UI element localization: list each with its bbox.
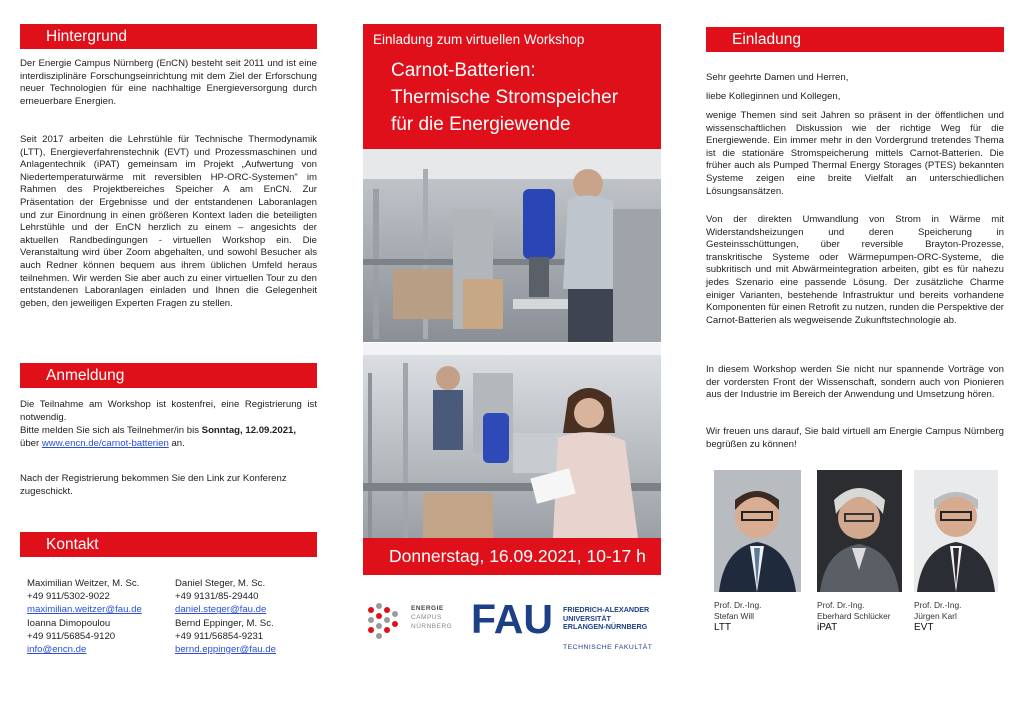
contact-phone: +49 911/56854-9231: [175, 630, 264, 642]
greeting-line-1: Sehr geehrte Damen und Herren,: [706, 72, 849, 83]
anmeldung-heading: Anmeldung: [20, 363, 317, 388]
anmeldung-text-3: an.: [168, 437, 185, 449]
contact-phone: +49 911/56854-9120: [27, 630, 116, 642]
person-institute: iPAT: [817, 622, 838, 633]
contact-name: Daniel Steger, M. Sc.: [175, 578, 266, 589]
title-line-2: Thermische Stromspeicher: [391, 87, 619, 108]
kontakt-heading: Kontakt: [20, 532, 317, 557]
workshop-title: [391, 57, 618, 138]
anmeldung-text: Bitte melden Sie sich als Teilnehmer/in bis: [20, 425, 202, 436]
fau-logo-icon: [471, 598, 559, 638]
event-date-bar: Donnerstag, 16.09.2021, 10-17 h: [363, 538, 661, 575]
contact-phone: +49 9131/85-29440: [175, 591, 259, 603]
person-institute: EVT: [914, 622, 934, 633]
contact-email-link[interactable]: daniel.steger@fau.de: [175, 604, 267, 616]
person-title: Prof. Dr.-Ing.: [817, 600, 865, 610]
encn-logo-text: [411, 604, 452, 631]
hintergrund-paragraph-2: Seit 2017 arbeiten die Lehrstühle für Technische Thermodynamik (LTT), Energieverfahrenstechnik (EVT) und Prozessmaschinen und Anlagentechnik (iPAT) gemeinsam im Projekt „Aufwertung von Niedertemperaturwärme mit reversiblen HP-ORC-Systemen" im Rahmen des Projektbereiches Speicher A am EnCN. Zur Präsentation der Ergebnisse und der entstandenen Laboranlagen und zur Einordnung in einen größeren Kontext laden die beteiligten Lehrstühle und der EnCN herzlich zu einem – angesichts der aktuellen Randbedingungen - virtuellen Workshop ein. Die Veranstaltung wird über Zoom abgehalten, und sowohl Besucher als auch Redner können bequem aus ihrem üblichen Umfeld heraus teilnehmen. Wir werden Sie aber auch zu einer virtuellen Tour zu den entstandenen Laboranlagen einladen und Ihnen die Gelegenheit geben, den jeweiligen Experten Fragen zu stellen.: [20, 134, 317, 309]
title-banner: [363, 24, 661, 149]
anmeldung-paragraph-3: Nach der Registrierung bekommen Sie den Link zur Konferenz zugeschickt.: [20, 473, 287, 497]
contact-email-link[interactable]: info@encn.de: [27, 644, 87, 656]
anmeldung-paragraph-2: [20, 425, 317, 450]
contact-email-link[interactable]: bernd.eppinger@fau.de: [175, 644, 276, 656]
caption-schluecker: [817, 600, 891, 633]
encn-line-1: ENERGIE: [411, 605, 444, 612]
einladung-paragraph-1: wenige Themen sind seit Jahren so präsent in der öffentlichen und wissenschaftlichen Diskussion wie der richtige Weg für die Energiewende. Ein immer mehr in den Vordergrund tretendes Thema ist die stationäre Stromspeicherung mittels Carnot-Batterien. Die früher auch als Pumped Thermal Energy Storages (PTES) bekannten Systeme zeigen eine breite Vielfalt an unterschiedlichen Lösungsansätzen.: [706, 110, 1004, 197]
contact-name: Ioanna Dimopoulou: [27, 617, 111, 629]
einladung-paragraph-4: Wir freuen uns darauf, Sie bald virtuell am Energie Campus Nürnberg begrüßen zu können!: [706, 426, 1004, 450]
person-name: Jürgen Karl: [914, 611, 957, 621]
greeting-line-2: liebe Kolleginnen und Kollegen,: [706, 91, 841, 102]
person-name: Stefan Will: [714, 611, 755, 621]
right-column: [706, 0, 1004, 724]
hintergrund-paragraph-1: Der Energie Campus Nürnberg (EnCN) besteht seit 2011 und ist eine interdisziplinäre Forschungseinrichtung mit dem Ziel der Erforschung neuer Technologien für eine nachhaltige Energieversorgung durch erneuerbare Energien.: [20, 58, 317, 107]
person-title: Prof. Dr.-Ing.: [714, 600, 762, 610]
einladung-paragraph-2: Von der direkten Umwandlung von Strom in Wärme mit Widerstandsheizungen und deren Speicherung in Gesteinsschüttungen, über reversible Brayton-Prozesse, transkritische Systeme oder Wärmepumpen-ORC-Systeme, die subkritisch und mit Abwärmeintegration arbeiten, gibt es für nahezu jedes Szenario eine passende Lösung. Der zusätzliche Charme einiger Varianten, bestehende Infrastruktur und bereits vorhandene Komponenten für einen Retrofit zu nutzen, runden die Perspektive der Carnot-Batterien als wegweisende Zukunftstechnologie ab.: [706, 214, 1004, 326]
fau-logo-mark: FAU: [471, 598, 553, 638]
encn-line-2: CAMPUS: [411, 614, 442, 621]
fau-line-2: UNIVERSITÄT: [563, 613, 611, 623]
contact-block-1: [27, 577, 167, 656]
contact-name: Bernd Eppinger, M. Sc.: [175, 617, 274, 629]
encn-line-3: NÜRNBERG: [411, 623, 453, 630]
title-line-3: für die Energiewende: [391, 114, 571, 135]
anmeldung-paragraph-1: Die Teilnahme am Workshop ist kostenfrei, eine Registrierung ist notwendig.: [20, 399, 317, 423]
title-line-1: Carnot-Batterien:: [391, 60, 536, 81]
contact-phone: +49 911/5302-9022: [27, 591, 110, 603]
einladung-heading: Einladung: [706, 27, 1004, 52]
person-title: Prof. Dr.-Ing.: [914, 600, 962, 610]
registration-link[interactable]: www.encn.de/carnot-batterien: [41, 437, 169, 449]
contact-block-2: [175, 577, 315, 656]
contact-email-link[interactable]: maximilian.weitzer@fau.de: [27, 604, 142, 616]
caption-will: [714, 600, 761, 633]
person-institute: LTT: [714, 622, 732, 633]
faculty-label: TECHNISCHE FAKULTÄT: [563, 644, 653, 651]
workshop-subtitle: Einladung zum virtuellen Workshop: [373, 32, 585, 47]
caption-karl: [914, 600, 961, 633]
fau-line-1: FRIEDRICH-ALEXANDER: [563, 605, 650, 614]
fau-line-3: ERLANGEN-NÜRNBERG: [563, 622, 648, 631]
contact-name: Maximilian Weitzer, M. Sc.: [27, 578, 140, 589]
person-name: Eberhard Schlücker: [817, 611, 891, 621]
fau-logo-text: [563, 606, 649, 632]
portrait-karl: [914, 470, 998, 592]
portrait-will: [714, 470, 801, 592]
einladung-paragraph-3: In diesem Workshop werden Sie nicht nur spannende Vorträge von der vordersten Front der Wissenschaft, sondern auch von Pionieren aus der Industrie im Bereich der Anwendung und Umsetzung hören.: [706, 364, 1004, 401]
hintergrund-heading: Hintergrund: [20, 24, 317, 49]
portrait-schluecker: [817, 470, 902, 592]
anmeldung-text-2: über: [20, 437, 42, 449]
deadline-date: Sonntag, 12.09.2021,: [201, 425, 297, 436]
lab-photo-1: [363, 149, 661, 342]
lab-photo-2: [363, 343, 661, 538]
middle-column: [363, 0, 661, 724]
